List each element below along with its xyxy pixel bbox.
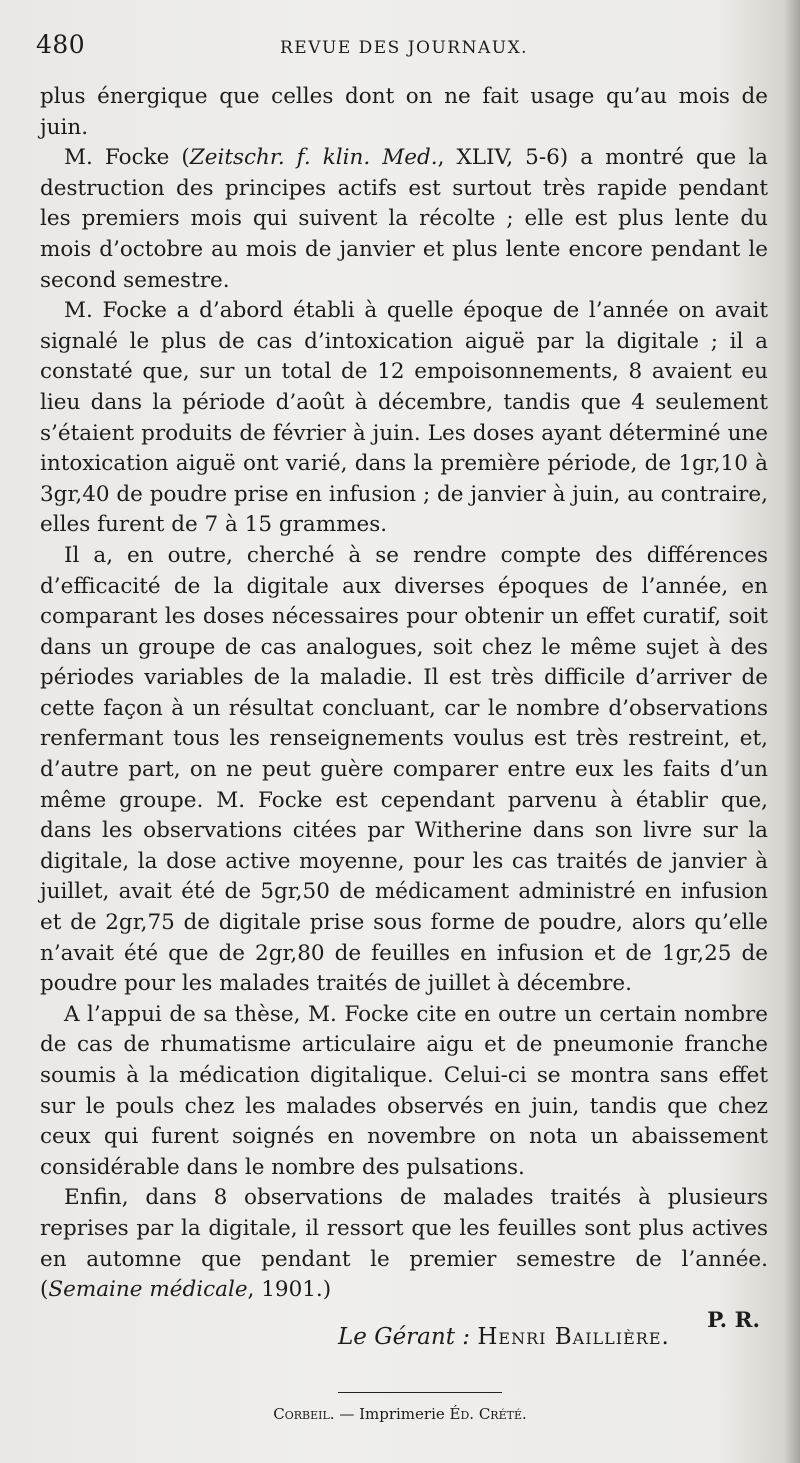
- gerant-line: [338, 1324, 670, 1350]
- running-head: REVUE DES JOURNAUX.: [280, 38, 529, 58]
- paragraph-6-end: , 1901.): [247, 1277, 332, 1303]
- printer-imprint: [0, 1405, 800, 1423]
- article-body: [40, 82, 768, 1336]
- paragraph-2-start: M. Focke (: [64, 145, 190, 171]
- printer-name: Éd. Crété.: [449, 1405, 527, 1423]
- paragraph-3: M. Focke a d’abord établi à quelle époque de l’année on avait signalé le plus de cas d’intoxication aiguë par la digitale ; il a constaté que, sur un total de 12 empoisonnements, 8 avaient eu lieu dans la période d’août à décembre, tandis que 4 seulement s’étaient produits de février à juin. Les doses ayant déterminé une intoxication aiguë ont varié, dans la première période, de 1gr,10 à 3gr,40 de poudre prise en infusion ; de janvier à juin, au contraire, elles furent de 7 à 15 grammes.: [40, 298, 768, 538]
- gerant-name: Henri Baillière.: [477, 1324, 670, 1350]
- gerant-label: Le Gérant :: [338, 1324, 471, 1350]
- printer-separator: — Imprimerie: [334, 1405, 450, 1423]
- paragraph-5: A l’appui de sa thèse, M. Focke cite en outre un certain nombre de cas de rhumatisme articulaire aigu et de pneumonie franche soumis à la médication digitalique. Celui-ci se montra sans effet sur le pouls chez les malades observés en juin, tandis que chez ceux qui furent soignés en novembre on nota un abaissement considérable dans le nombre des pulsations.: [40, 1001, 768, 1180]
- citation-title: Zeitschr. f. klin. Med.: [189, 145, 438, 171]
- page-number: 480: [36, 30, 86, 59]
- paragraph-6: [40, 1183, 768, 1305]
- paragraph-2: [40, 143, 768, 296]
- paragraph-1: plus énergique que celles dont on ne fait usage qu’au mois de juin.: [40, 84, 768, 140]
- author-initials: P. R.: [707, 1307, 760, 1333]
- paragraph-4: Il a, en outre, cherché à se rendre compte des différences d’efficacité de la digitale aux diverses époques de l’année, en comparant les doses nécessaires pour obtenir un effet curatif, soit dans un groupe de cas analogues, soit chez le même sujet à des périodes variables de la maladie. Il est très difficile d’arriver de cette façon à un résultat concluant, car le nombre d’observations renfermant tous les renseignements voulus est très restreint, et, d’autre part, on ne peut guère comparer entre eux les faits d’un même groupe. M. Focke est cependant parvenu à établir que, dans les observations citées par Witherine dans son livre sur la digitale, la dose active moyenne, pour les cas traités de janvier à juillet, avait été de 5gr,50 de médicament administré en infusion et de 2gr,75 de digitale prise sous forme de poudre, alors qu’elle n’avait été que de 2gr,80 de feuilles en infusion et de 1gr,25 de poudre pour les malades traités de juillet à décembre.: [40, 542, 768, 997]
- paragraph-2-rest: , XLIV, 5-6) a montré que la destruction des principes actifs est surtout très rapide pendant les premiers mois qui suivent la récolte ; elle est plus lente du mois d’octobre au mois de janvier et plus lente encore pendant le second semestre.: [40, 145, 768, 293]
- printer-city: Corbeil.: [273, 1405, 335, 1423]
- page-gutter-shadow: [784, 0, 800, 1463]
- page-header: [36, 30, 776, 74]
- paragraph-6-start: Enfin, dans 8 observations de malades traités à plusieurs reprises par la digitale, il ressort que les feuilles sont plus actives en automne que pendant le premier semestre de l’année. (: [40, 1185, 768, 1303]
- footer-rule: [338, 1392, 502, 1393]
- source-title: Semaine médicale: [48, 1277, 248, 1303]
